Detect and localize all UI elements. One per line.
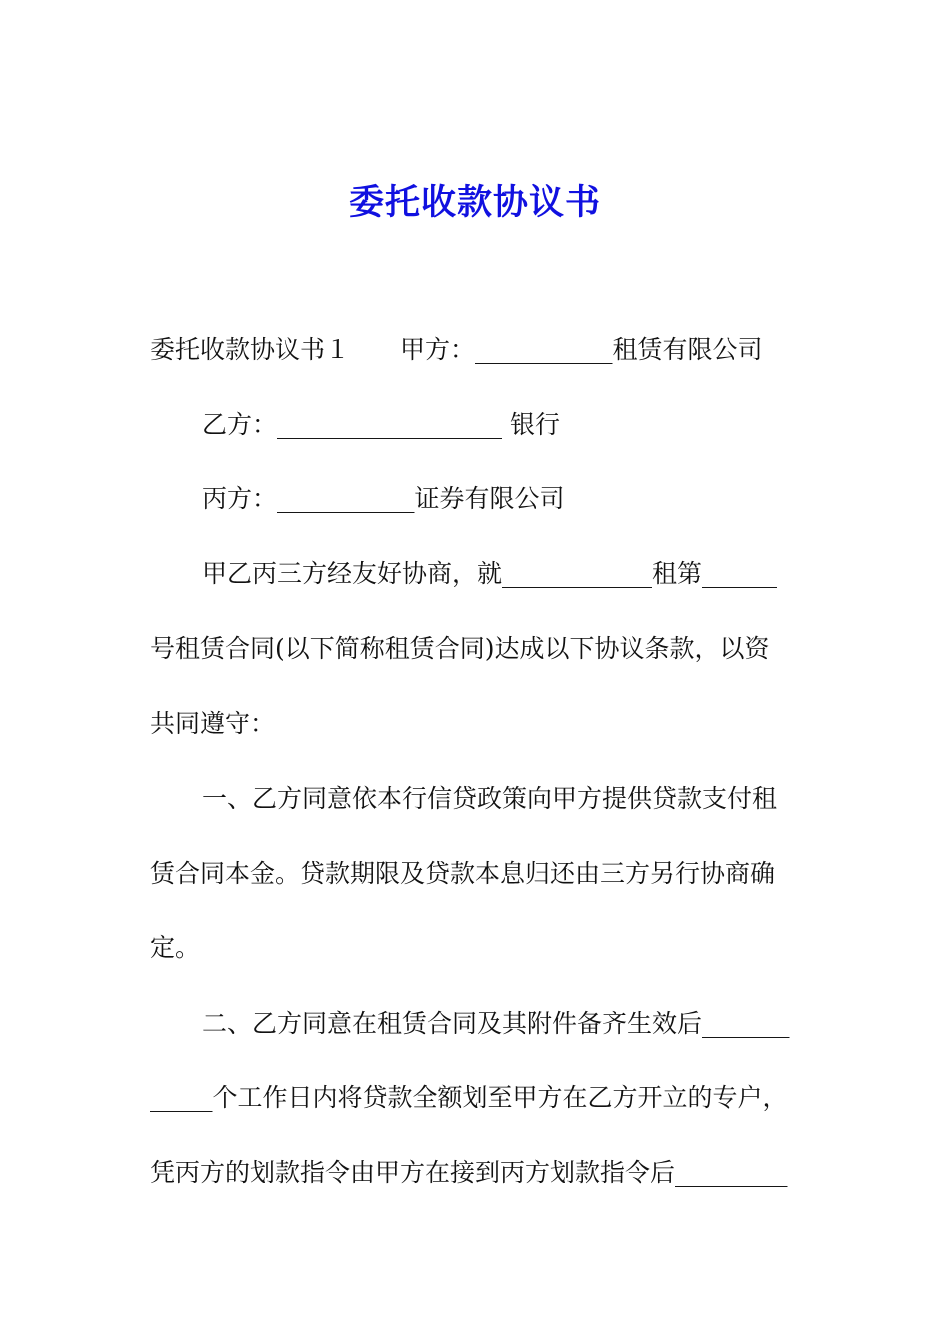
- line-party-b: 乙方：__________________ 银行: [202, 410, 560, 439]
- clause-2-line-2: _____个工作日内将贷款全额划至甲方在乙方开立的专户，: [150, 1083, 788, 1112]
- clause-2-line-3: 凭丙方的划款指令由甲方在接到丙方划款指令后_________: [150, 1158, 788, 1187]
- clause-1-line-2: 赁合同本金。贷款期限及贷款本息归还由三方另行协商确: [150, 859, 776, 888]
- line-header-party-a: 委托收款协议书１ 甲方：___________租赁有限公司: [150, 335, 763, 364]
- document-title: 委托收款协议书: [348, 183, 601, 223]
- paragraph-intro-line-3: 共同遵守：: [150, 709, 276, 738]
- paragraph-intro-line-1: 甲乙丙三方经友好协商，就____________租第______: [202, 559, 778, 588]
- clause-1-line-1: 一、乙方同意依本行信贷政策向甲方提供贷款支付租: [202, 784, 778, 813]
- clause-1-line-3: 定。: [150, 933, 201, 962]
- paragraph-intro-line-2: 号租赁合同(以下简称租赁合同)达成以下协议条款，以资: [150, 634, 770, 663]
- clause-2-line-1: 二、乙方同意在租赁合同及其附件备齐生效后_______: [202, 1009, 790, 1038]
- line-party-c: 丙方：___________证券有限公司: [202, 484, 565, 513]
